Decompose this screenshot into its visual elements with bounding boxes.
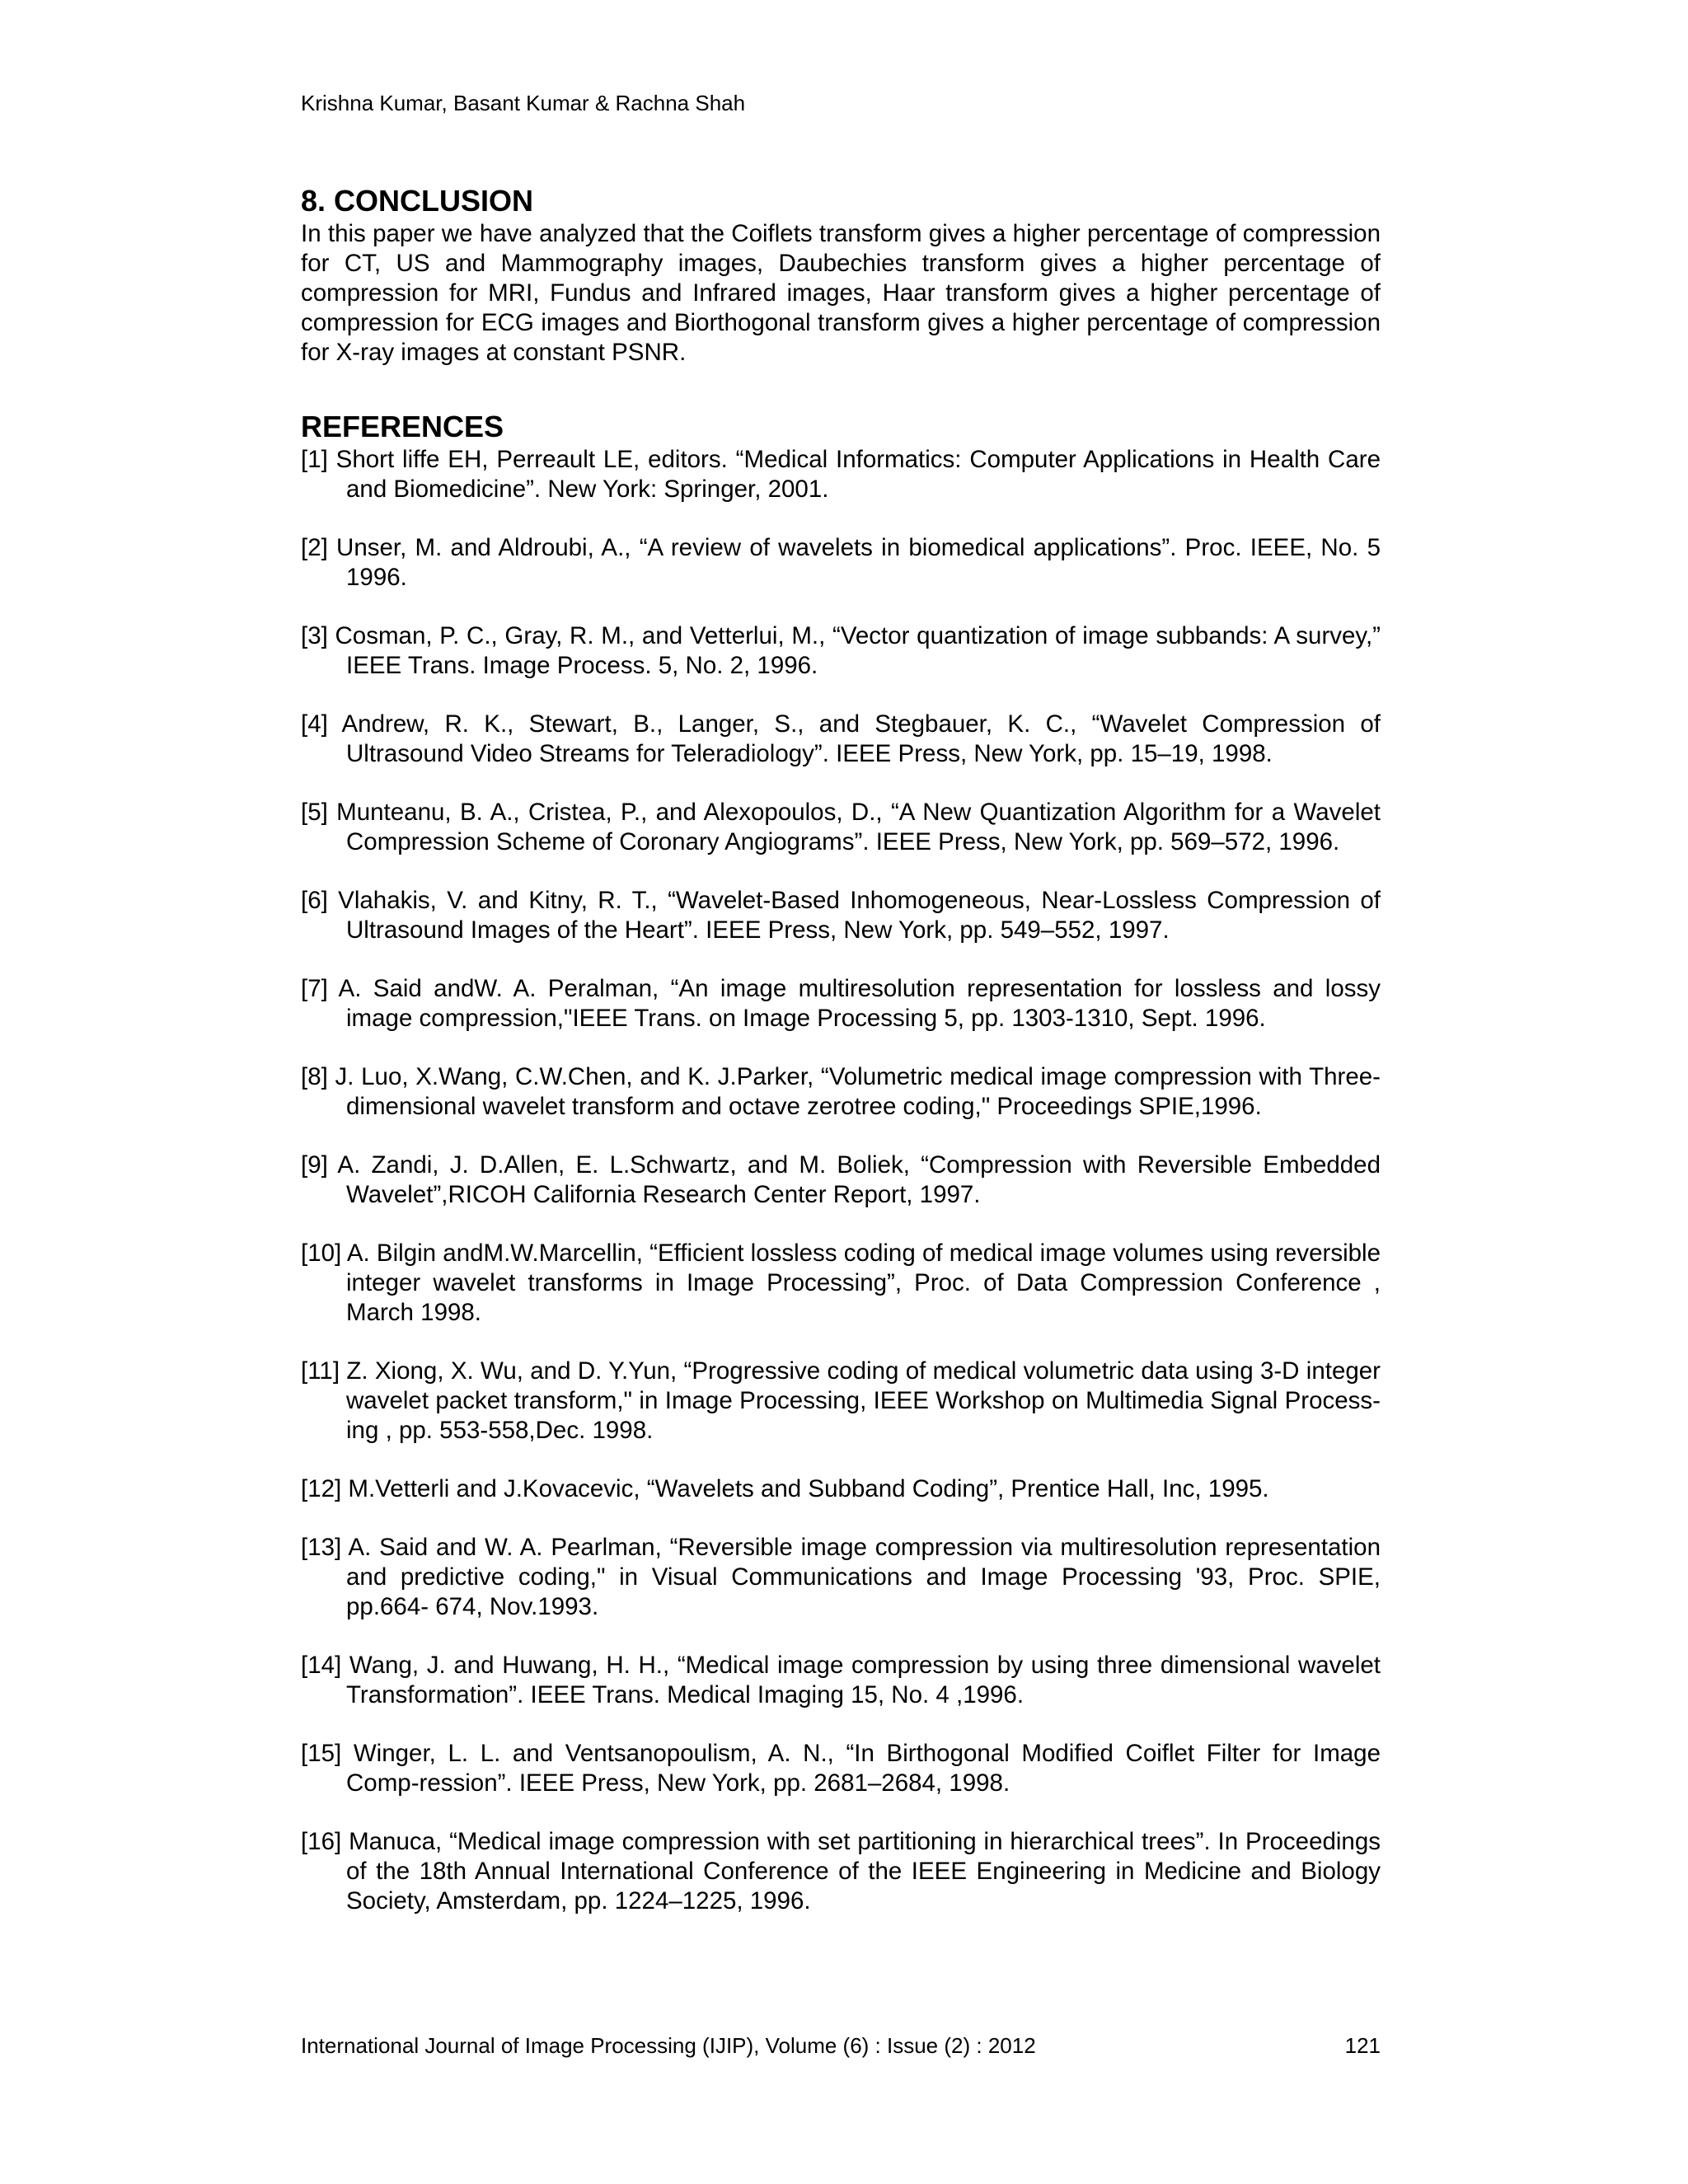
reference-item-7: [7] A. Said andW. A. Peralman, “An image multiresolution representation for lossless and lossy image compression,"IEEE Trans. on Image Processing 5, pp. 1303-1310, Sept. 1996.	[301, 975, 1381, 1032]
footer-page-number: 121	[1344, 2033, 1381, 2058]
reference-item-6: [6] Vlahakis, V. and Kitny, R. T., “Wavelet-Based Inhomogeneous, Near-Lossless Compression of Ultrasound Images of the Heart”. IEEE Press, New York, pp. 549–552, 1997.	[301, 887, 1381, 944]
reference-item-8: [8] J. Luo, X.Wang, C.W.Chen, and K. J.Parker, “Volumetric medical image compression with Three- dimensional wavelet transform and octave zerotree coding," Proceedings SPIE,1996.	[301, 1063, 1381, 1120]
reference-item-3: [3] Cosman, P. C., Gray, R. M., and Vetterlui, M., “Vector quantization of image subbands: A survey,” IEEE Trans. Image Process. 5, No. 2, 1996.	[301, 622, 1381, 679]
conclusion-paragraph: In this paper we have analyzed that the Coiflets transform gives a higher percentage of compression for CT, US and Mammography images, Daubechies transform gives a higher percentage of compression for MRI, Fundus and Infrared images, Haar transform gives a higher percentage of compression for ECG images and Biorthogonal transform gives a higher percentage of compression for X-ray images at constant PSNR.	[301, 220, 1381, 366]
page-content	[301, 183, 1381, 1916]
reference-item-16: [16] Manuca, “Medical image compression with set partitioning in hierarchical trees”. In Proceedings of the 18th Annual International Conference of the IEEE Engineering in Medicine and Biology Society, Amsterdam, pp. 1224–1225, 1996.	[301, 1828, 1381, 1915]
footer-journal-citation: International Journal of Image Processing (IJIP), Volume (6) : Issue (2) : 2012	[301, 2033, 1036, 2058]
reference-item-4: [4] Andrew, R. K., Stewart, B., Langer, S., and Stegbauer, K. C., “Wavelet Compression of Ultrasound Video Streams for Teleradiology”. IEEE Press, New York, pp. 15–19, 1998.	[301, 710, 1381, 767]
reference-item-14: [14] Wang, J. and Huwang, H. H., “Medical image compression by using three dimensional wavelet Transformation”. IEEE Trans. Medical Imaging 15, No. 4 ,1996.	[301, 1652, 1381, 1708]
running-header-authors: Krishna Kumar, Basant Kumar & Rachna Shah	[301, 91, 746, 115]
conclusion-heading: 8. CONCLUSION	[301, 184, 534, 218]
references-list	[301, 445, 1381, 1916]
reference-item-9: [9] A. Zandi, J. D.Allen, E. L.Schwartz, and M. Boliek, “Compression with Reversible Embedded Wavelet”,RICOH California Research Center Report, 1997.	[301, 1151, 1381, 1208]
reference-item-5: [5] Munteanu, B. A., Cristea, P., and Alexopoulos, D., “A New Quantization Algorithm for a Wavelet Compression Scheme of Coronary Angiograms”. IEEE Press, New York, pp. 569–572, 1996.	[301, 799, 1381, 855]
reference-item-15: [15] Winger, L. L. and Ventsanopoulism, A. N., “In Birthogonal Modified Coiflet Filter for Image Comp-ression”. IEEE Press, New York, pp. 2681–2684, 1998.	[301, 1740, 1381, 1797]
reference-item-1: [1] Short liffe EH, Perreault LE, editors. “Medical Informatics: Computer Applications in Health Care and Biomedicine”. New York: Springer, 2001.	[301, 446, 1381, 503]
conclusion-section	[301, 183, 1381, 368]
references-heading: REFERENCES	[301, 410, 504, 443]
reference-item-13: [13] A. Said and W. A. Pearlman, “Reversible image compression via multiresolution representation and predictive coding," in Visual Communications and Image Processing '93, Proc. SPIE, pp.664- 674, Nov.1993.	[301, 1534, 1381, 1620]
reference-item-11: [11] Z. Xiong, X. Wu, and D. Y.Yun, “Progressive coding of medical volumetric data using 3-D integer wavelet packet transform," in Image Processing, IEEE Workshop on Multimedia Signal Process- ing , pp. 553-558,Dec. 1998.	[301, 1357, 1381, 1444]
reference-item-2: [2] Unser, M. and Aldroubi, A., “A review of wavelets in biomedical applications”. Proc. IEEE, No. 5 1996.	[301, 534, 1381, 591]
reference-item-12: [12] M.Vetterli and J.Kovacevic, “Wavelets and Subband Coding”, Prentice Hall, Inc, 1995.	[301, 1475, 1269, 1502]
references-section	[301, 409, 1381, 1916]
reference-item-10: [10] A. Bilgin andM.W.Marcellin, “Efficient lossless coding of medical image volumes using reversible integer wavelet transforms in Image Processing”, Proc. of Data Compression Conference , March 1998.	[301, 1240, 1381, 1326]
